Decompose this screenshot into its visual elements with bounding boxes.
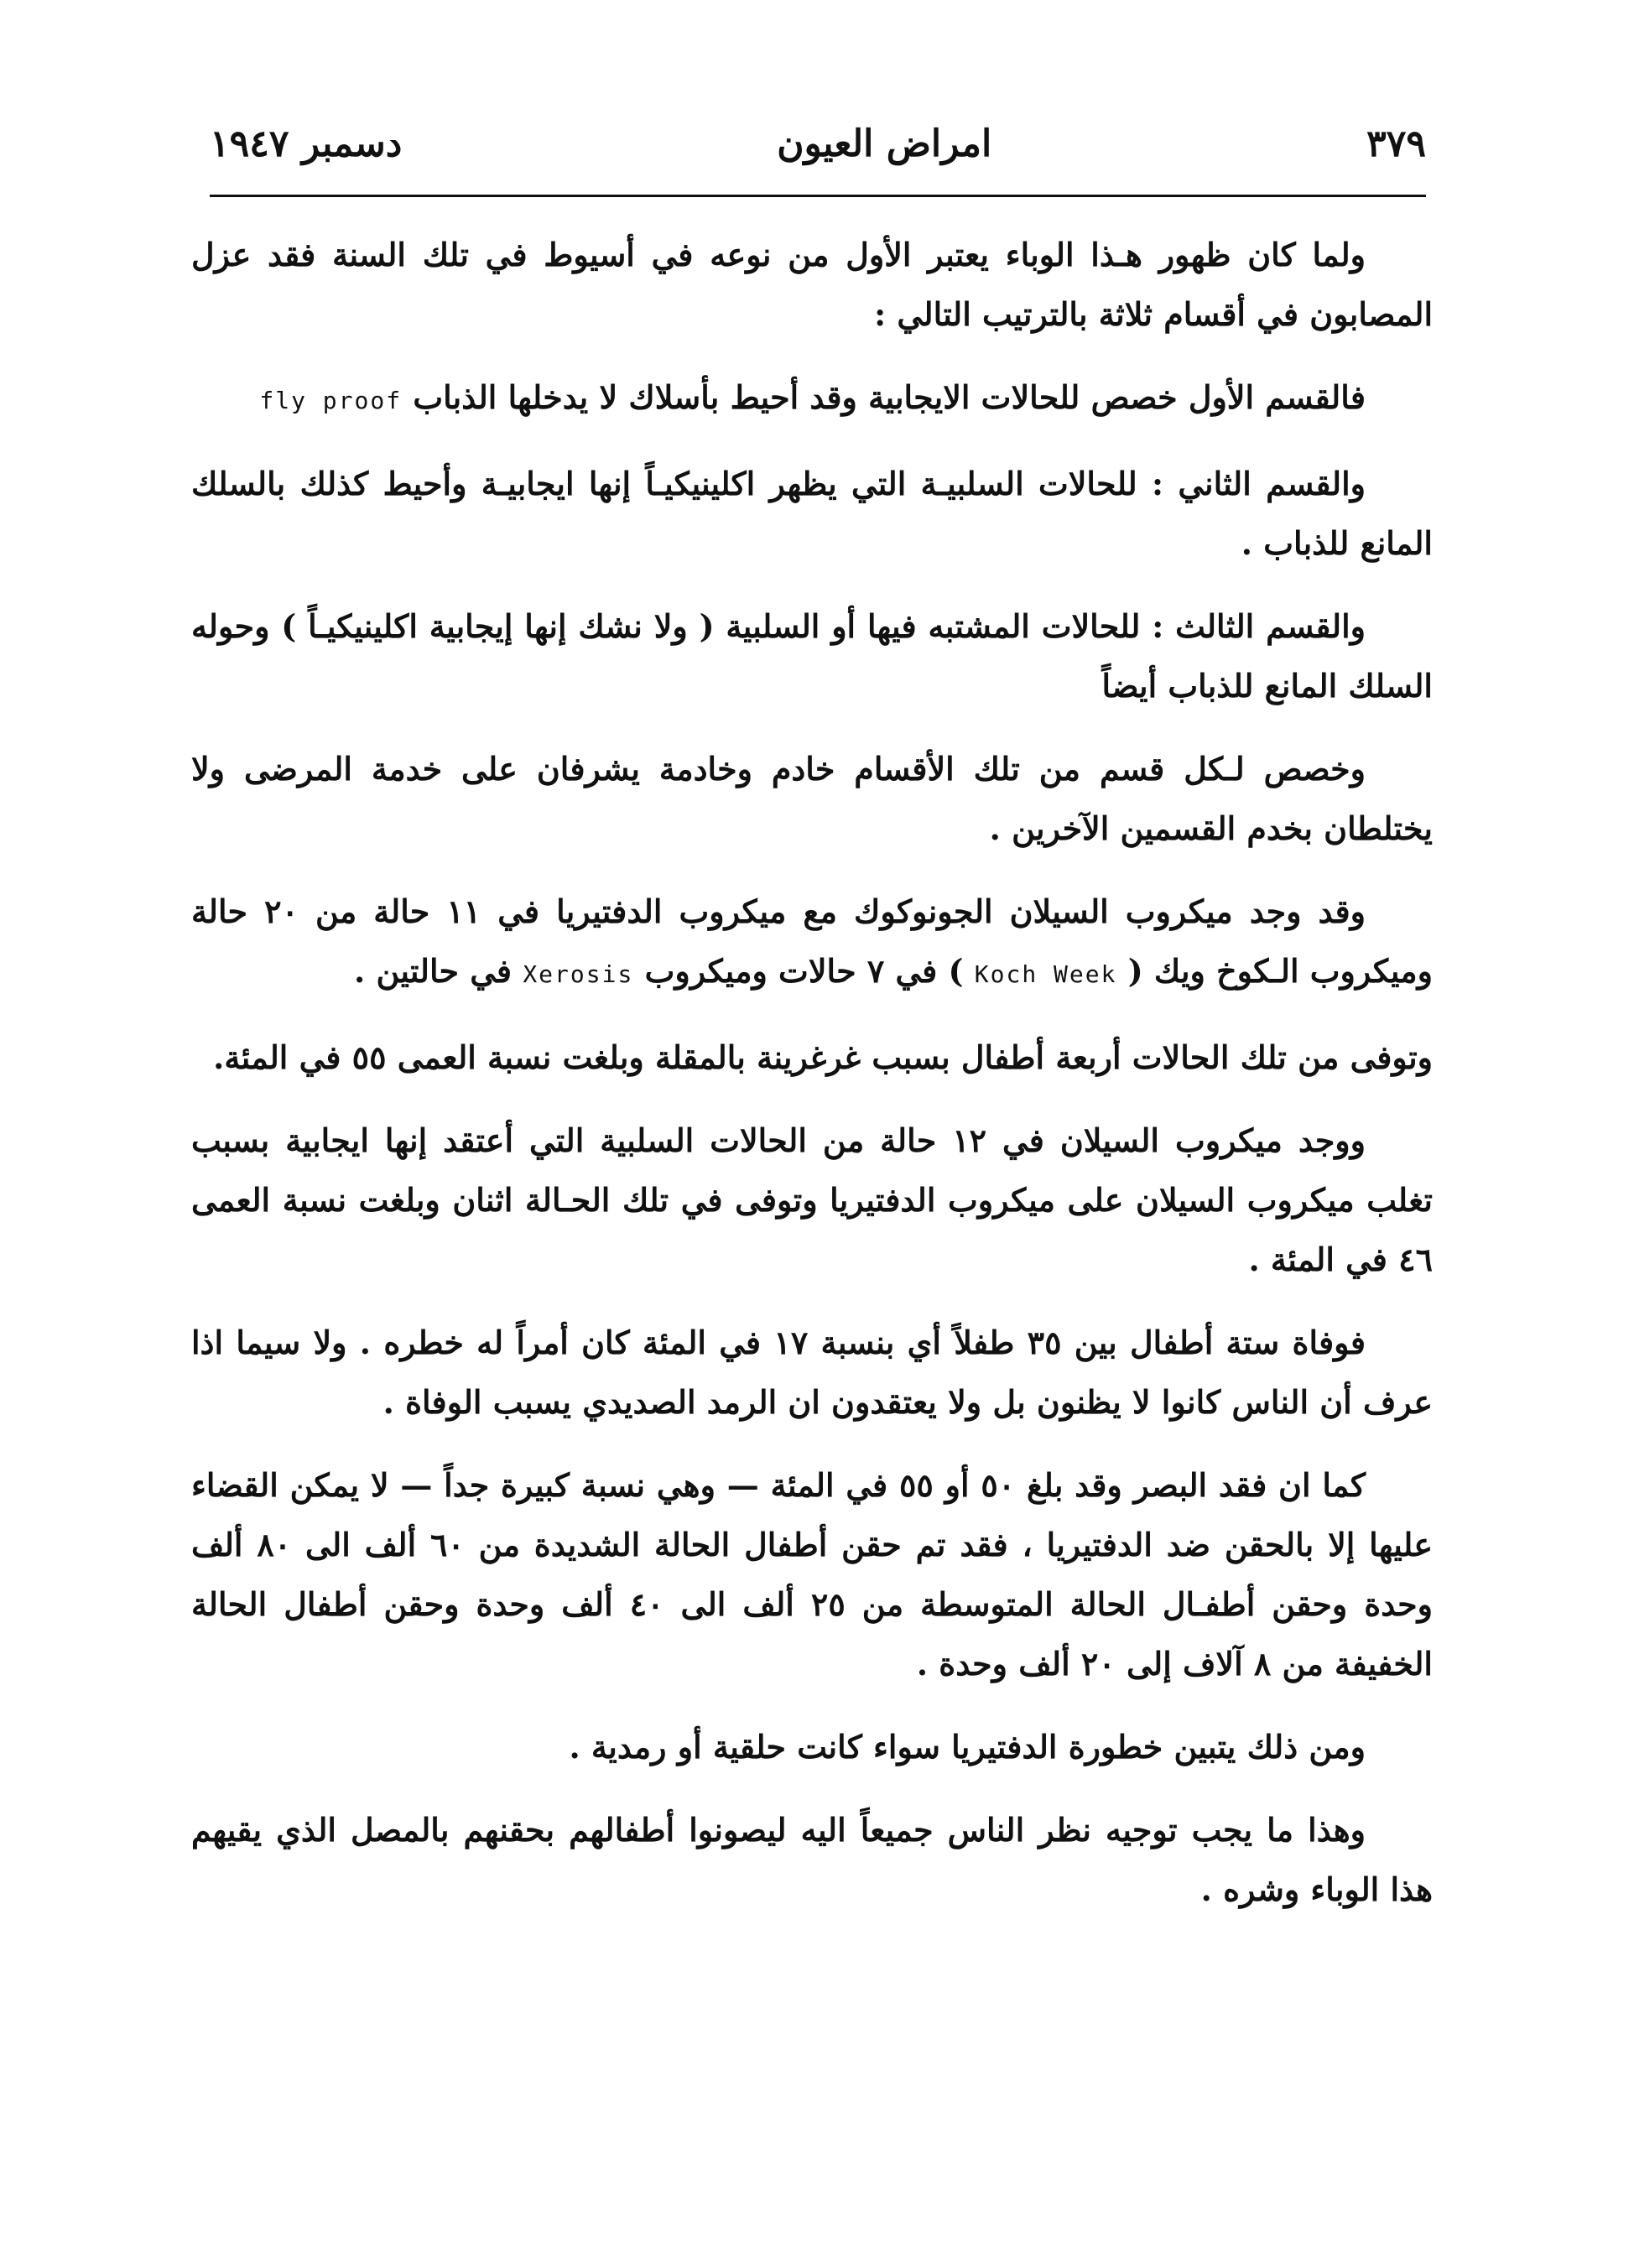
paragraph-text: وقد وجد ميكروب السيلان الجونوكوك مع ميكروب الدفتيريا في ١١ حالة من ٢٠ حالة وميكروب الـكوخ ويك ( [191, 892, 1433, 990]
paragraph: والقسم الثالث : للحالات المشتبه فيها أو السلبية ( ولا نشك إنها إيجابية اكلينيكيـاً ) وحوله السلك المانع للذباب أيضاً [191, 607, 1433, 705]
paragraph: كما ان فقد البصر وقد بلغ ٥٠ أو ٥٥ في المئة — وهي نسبة كبيرة جداً — لا يمكن القضاء عليها إلا بالحقن ضد الدفتيريا ، فقد تم حقن أطفال الحالة الشديدة من ٦٠ ألف الى ٨٠ ألف وحدة وحقن أطفـال الحالة المتوسطة من ٢٥ ألف الى ٤٠ ألف وحدة وحقن أطفال الحالة الخفيفة من ٨ آلاف إلى ٢٠ ألف وحدة . [191, 1466, 1434, 1683]
paragraph [191, 882, 1433, 1004]
page-number: ٣٧٩ [1366, 122, 1426, 165]
header-date: دسمبر ١٩٤٧ [210, 122, 403, 165]
header-title: امراض العيون [777, 122, 992, 165]
paragraph [191, 367, 1433, 430]
running-header [210, 114, 1426, 173]
header-rule [210, 195, 1426, 197]
paragraph: فوفاة ستة أطفال بين ٣٥ طفلاً أي بنسبة ١٧ في المئة كان أمراً له خطره . ولا سيما اذا عرف أن الناس كانوا لا يظنون بل ولا يعتقدون ان الرمد الصديدي يسبب الوفاة . [191, 1324, 1433, 1421]
latin-term: Xerosis [523, 960, 634, 988]
paragraph: والقسم الثاني : للحالات السلبيـة التي يظهر اكلينيكيـاً إنها ايجابيـة وأحيط كذلك بالسلك المانع للذباب . [191, 465, 1433, 562]
latin-term: Koch Week [974, 960, 1117, 988]
latin-term: fly proof [259, 387, 403, 414]
body-text [191, 225, 1433, 1943]
paragraph: وتوفى من تلك الحالات أربعة أطفال بسبب غرغرينة بالمقلة وبلغت نسبة العمى ٥٥ في المئة. [213, 1038, 1433, 1076]
paragraph-text: في حالتين . [354, 952, 513, 990]
paragraph: وهذا ما يجب توجيه نظر الناس جميعاً اليه ليصونوا أطفالهم بحقنهم بالمصل الذي يقيهم هذا الوباء وشره . [191, 1811, 1433, 1908]
paragraph-text: فالقسم الأول خصص للحالات الايجابية وقد أحيط بأسلاك لا يدخلها الذباب [413, 378, 1366, 416]
paragraph: ومن ذلك يتبين خطورة الدفتيريا سواء كانت حلقية أو رمدية . [569, 1728, 1366, 1766]
paragraph: ووجد ميكروب السيلان في ١٢ حالة من الحالات السلبية التي أعتقد إنها ايجابية بسبب تغلب ميكروب السيلان على ميكروب الدفتيريا وتوفى في تلك الحـالة اثنان وبلغت نسبة العمى ٤٦ في المئة . [191, 1121, 1433, 1278]
paragraph-text: ) في ٧ حالات وميكروب [644, 952, 964, 990]
paragraph: وخصص لـكل قسم من تلك الأقسام خادم وخادمة يشرفان على خدمة المرضى ولا يختلطان بخدم القسمين الآخرين . [191, 750, 1433, 847]
paragraph: ولما كان ظهور هـذا الوباء يعتبر الأول من نوعه في أسيوط في تلك السنة فقد عزل المصابون في أقسام ثلاثة بالترتيب التالي : [191, 236, 1433, 333]
